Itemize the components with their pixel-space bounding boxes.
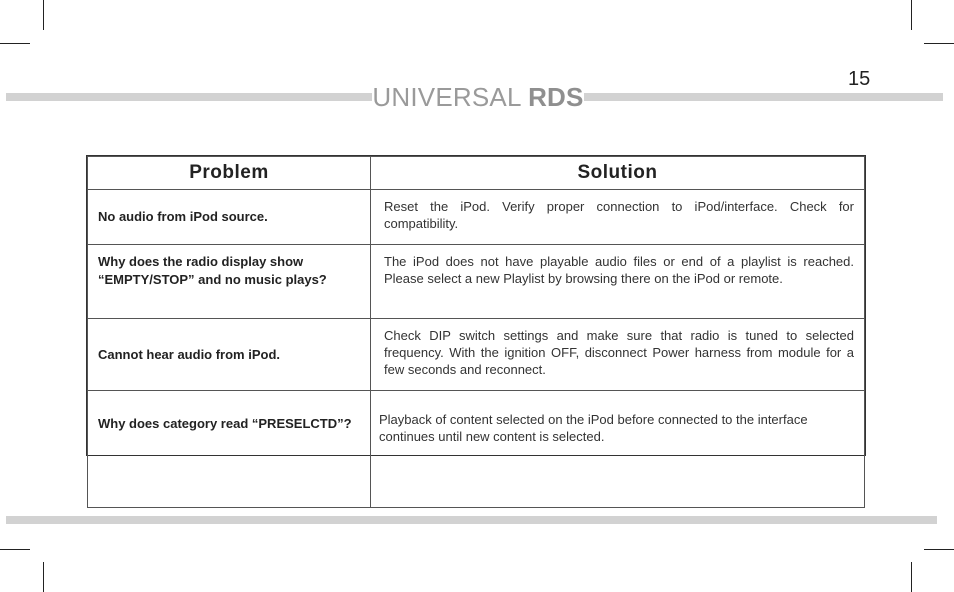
table-row (88, 245, 865, 319)
crop-mark (43, 0, 44, 30)
solution-cell: Check DIP switch settings and make sure that radio is tuned to selected frequency. With the ignition OFF, disconnect Power harness from module for a few seconds and reconnect. (371, 319, 865, 391)
troubleshooting-table (86, 155, 866, 456)
crop-mark (0, 43, 30, 44)
header-solution: Solution (371, 157, 865, 190)
brand-light: UNIVERSAL (372, 82, 521, 112)
table-row (88, 391, 865, 508)
problem-cell: Why does category read “PRESELCTD”? (88, 391, 371, 508)
solution-cell: Reset the iPod. Verify proper connection to iPod/interface. Check for compatibility. (371, 190, 865, 245)
crop-mark (911, 562, 912, 592)
crop-mark (43, 562, 44, 592)
crop-mark (911, 0, 912, 30)
page-number: 15 (848, 68, 871, 90)
brand-logo (372, 82, 584, 113)
problem-cell: No audio from iPod source. (88, 190, 371, 245)
header-rule-left (6, 93, 372, 101)
table-row (88, 319, 865, 391)
crop-mark (0, 549, 30, 550)
problem-cell: Why does the radio display show “EMPTY/STOP” and no music plays? (88, 245, 371, 319)
header-problem: Problem (88, 157, 371, 190)
crop-mark (924, 43, 954, 44)
footer-rule (6, 516, 937, 524)
header-rule-right (584, 93, 943, 101)
solution-cell: The iPod does not have playable audio files or end of a playlist is reached. Please select a new Playlist by browsing there on the iPod or remote. (371, 245, 865, 319)
crop-mark (924, 549, 954, 550)
solution-cell: Playback of content selected on the iPod before connected to the interface continues until new content is selected. (371, 391, 865, 508)
problem-cell: Cannot hear audio from iPod. (88, 319, 371, 391)
brand-bold: RDS (528, 82, 584, 112)
table-row (88, 190, 865, 245)
